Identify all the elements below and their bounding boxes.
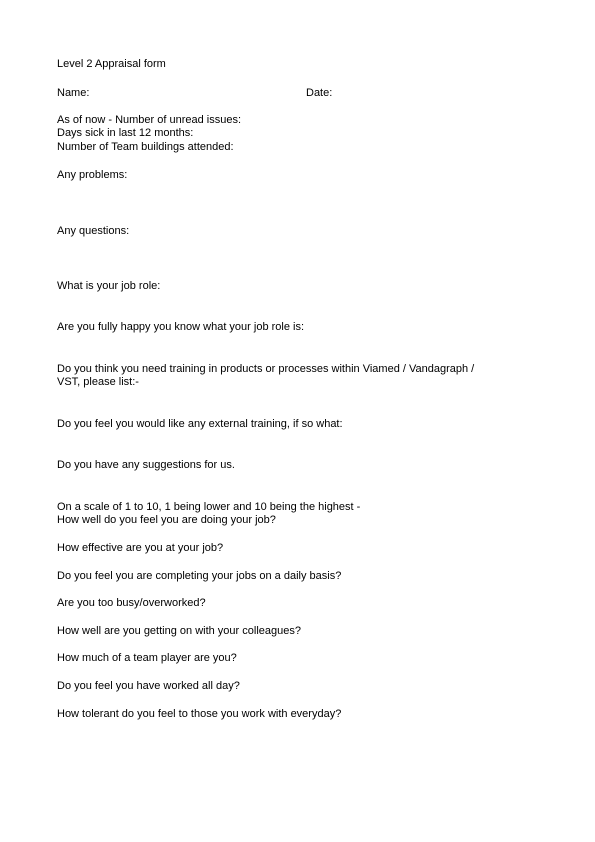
question-training-line1: Do you think you need training in products or processes within Viamed / Vandagraph / — [57, 363, 475, 375]
scale-item: Do you feel you are completing your jobs on a daily basis? — [57, 570, 342, 582]
scale-item: How well are you getting on with your colleagues? — [57, 625, 301, 637]
scale-item: How effective are you at your job? — [57, 542, 224, 554]
name-label: Name: — [57, 87, 90, 99]
name-date-row — [57, 87, 537, 100]
scale-intro: On a scale of 1 to 10, 1 being lower and 10 being the highest - — [57, 501, 361, 513]
form-title: Level 2 Appraisal form — [57, 58, 166, 70]
question-job-role: What is your job role: — [57, 280, 161, 292]
stat-unread-issues: As of now - Number of unread issues: — [57, 114, 242, 126]
question-training-line2: VST, please list:- — [57, 376, 139, 388]
scale-item: Do you feel you have worked all day? — [57, 680, 240, 692]
scale-item: Are you too busy/overworked? — [57, 597, 206, 609]
stat-days-sick: Days sick in last 12 months: — [57, 127, 194, 139]
question-external-training: Do you feel you would like any external training, if so what: — [57, 418, 343, 430]
scale-item: How much of a team player are you? — [57, 652, 237, 664]
scale-item: How well do you feel you are doing your job? — [57, 514, 276, 526]
question-questions: Any questions: — [57, 225, 130, 237]
question-happy-job-role: Are you fully happy you know what your job role is: — [57, 321, 305, 333]
date-label: Date: — [306, 87, 333, 99]
stat-team-buildings: Number of Team buildings attended: — [57, 141, 234, 153]
question-problems: Any problems: — [57, 169, 128, 181]
question-suggestions: Do you have any suggestions for us. — [57, 459, 235, 471]
scale-item: How tolerant do you feel to those you work with everyday? — [57, 708, 342, 720]
